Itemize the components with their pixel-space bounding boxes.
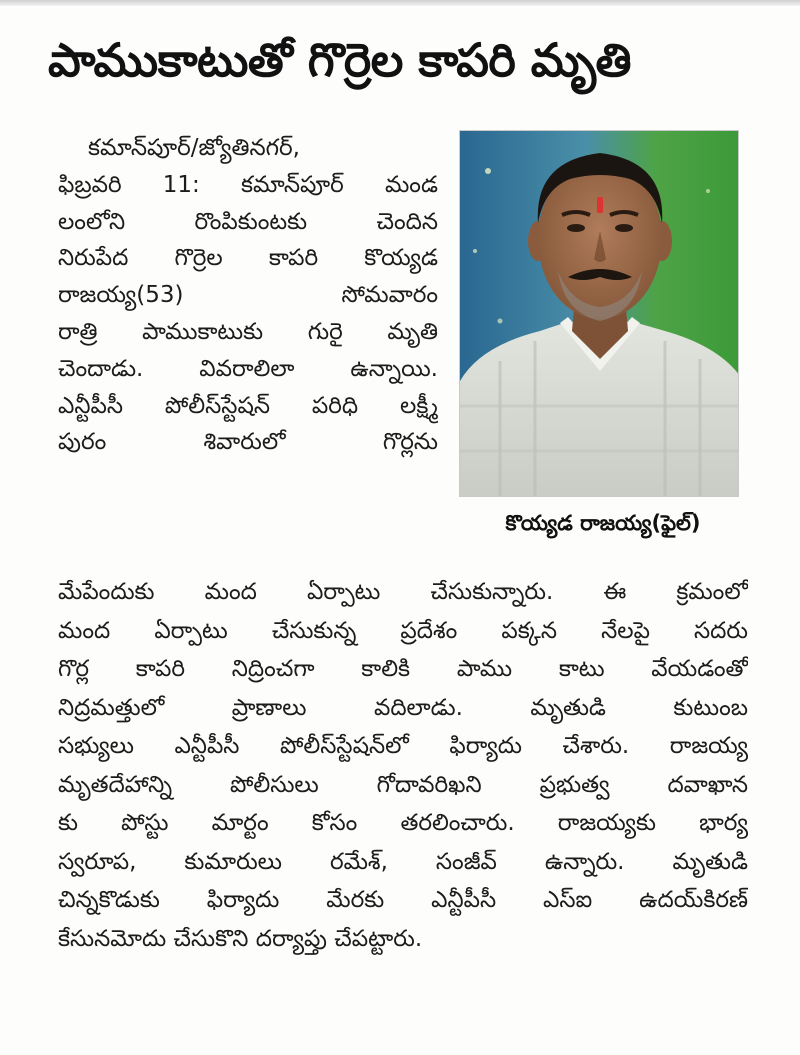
text-line: మంద ఏర్పాటు చేసుకున్న ప్రదేశం పక్కన నేలపై సదరు [58, 617, 748, 644]
text-line: చెందాడు. వివరాలిలా ఉన్నాయి. [58, 355, 438, 382]
page-top-border [0, 0, 800, 6]
text-line: కేసునమోదు చేసుకొని దర్యాప్తు చేపట్టారు. [58, 925, 423, 952]
text-line: రాత్రి పాముకాటుకు గురై మృతి [58, 318, 438, 345]
photo-caption: కొయ్యడ రాజయ్య(ఫైల్‌) [505, 511, 701, 535]
text-line: ఎన్టీపీసీ పోలీస్‌స్టేషన్‌ పరిధి లక్ష్మీ [58, 392, 438, 419]
text-line: సభ్యులు ఎన్టీపీసీ పోలీస్‌స్టేషన్‌లో ఫిర్యాదు చేశారు. రాజయ్య [58, 733, 748, 759]
text-line: చిన్నకొడుకు ఫిర్యాదు మేరకు ఎన్టీపీసీ ఎస్‌ఐ ఉదయ్‌కిరణ్‌ [58, 887, 748, 913]
text-line: కమాన్‌పూర్‌/జ్యోతినగర్‌, [88, 135, 300, 161]
portrait-photo [459, 130, 739, 497]
headline: పాముకాటుతో గొర్రెల కాపరి మృతి [48, 33, 632, 87]
text-line: ఫిబ్రవరి 11: కమాన్‌పూర్‌ మండ [58, 171, 438, 198]
text-line: కు పోస్టు మార్టం కోసం తరలించారు. రాజయ్యకు భార్య [58, 810, 748, 836]
text-line: నిద్రమత్తులో ప్రాణాలు వదిలాడు. మృతుడి కుటుంబ [58, 694, 748, 721]
article-column-text [58, 130, 438, 461]
text-line: మృతదేహాన్ని పోలీసులు గోదావరిఖని ప్రభుత్వ దవాఖాన [58, 771, 748, 798]
text-line: నిరుపేద గొర్రెల కాపరి కొయ్యడ [58, 245, 438, 272]
text-line: లంలోని రొంపికుంటకు చెందిన [58, 208, 438, 235]
text-line: పురం శివారులో గొర్లను [58, 429, 438, 456]
text-line: స్వరూప, కుమారులు రమేశ్‌, సంజీవ్‌ ఉన్నారు. మృతుడి [58, 848, 748, 875]
text-line: మేపేందుకు మంద ఏర్పాటు చేసుకున్నారు. ఈ క్రమంలో [58, 579, 748, 605]
text-line: గొర్ల కాపరి నిద్రించగా కాలికి పాము కాటు వేయడంతో [58, 656, 748, 682]
text-line: రాజయ్య(53) సోమవారం [58, 282, 438, 309]
article-full-width-text [58, 573, 748, 958]
